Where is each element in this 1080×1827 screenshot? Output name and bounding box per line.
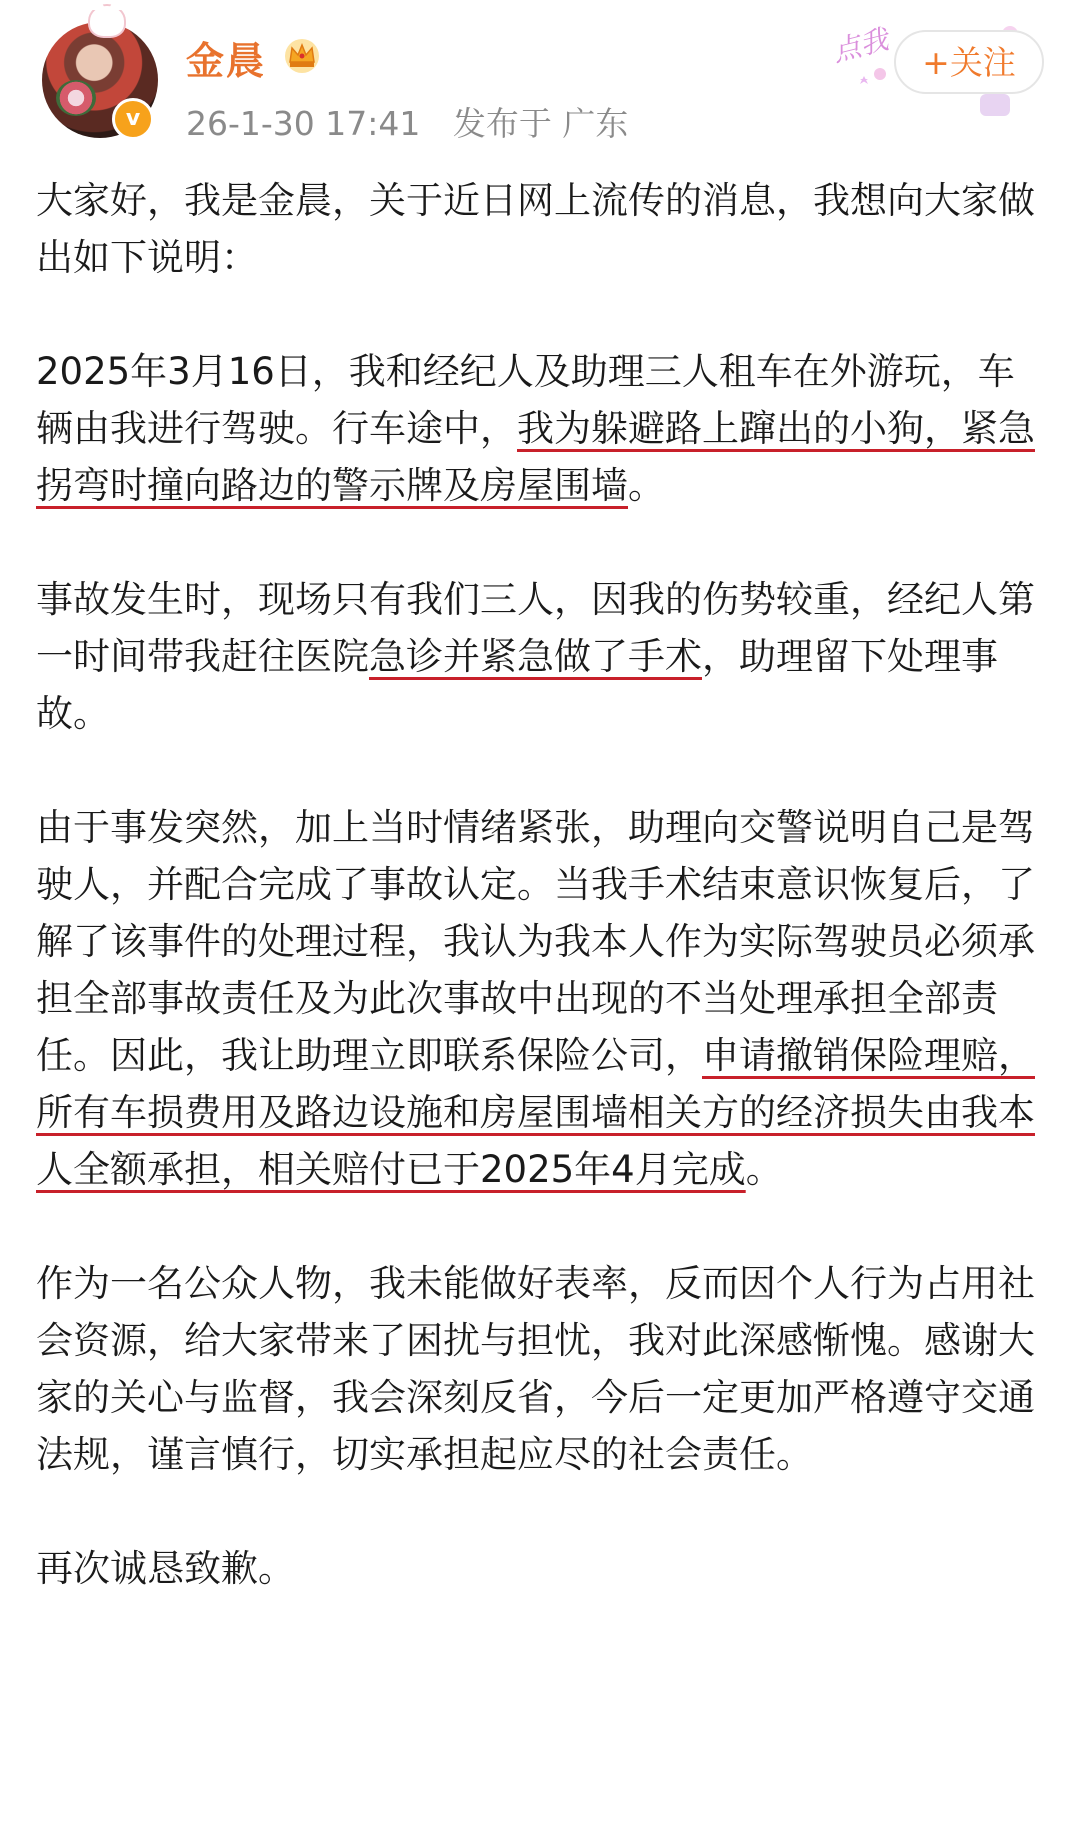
paragraph-1: 大家好，我是金晨，关于近日网上流传的消息，我想向大家做出如下说明： [36, 179, 1035, 279]
underlined-text-3: 申请撤销保险理赔，所有车损费用及路边设施和房屋围墙相关方的经济损失由我本人全额承担，相关赔付已于2025年4月完成 [36, 1034, 1035, 1191]
post-content [36, 172, 1040, 1654]
paragraph-5: 作为一名公众人物，我未能做好表率，反而因个人行为占用社会资源，给大家带来了困扰与担忧，我对此深感惭愧。感谢大家的关心与监督，我会深刻反省，今后一定更加严格遵守交通法规，谨言慎行，切实承担起应尽的社会责任。 [36, 1262, 1035, 1476]
paragraph-2-text: 2025年3月16日，我和经纪人及助理三人租车在外游玩，车辆由我进行驾驶。行车途中， [36, 350, 1015, 450]
verified-badge-icon: v [112, 98, 154, 140]
paragraph-3 [36, 571, 1040, 742]
post-time: 26-1-30 17:41 [186, 104, 421, 143]
underlined-text-1: 我为躲避路上蹿出的小狗，紧急拐弯时撞向路边的警示牌及房屋围墙 [36, 407, 1035, 507]
crown-icon [282, 36, 322, 74]
paragraph-4-end: 。 [745, 1148, 783, 1191]
paragraph-3-end: ，助理留下处理事故。 [36, 635, 998, 735]
follow-button[interactable]: +关注 [894, 30, 1044, 94]
underlined-text-2: 急诊并紧急做了手术 [369, 635, 702, 678]
cat-decoration-icon [90, 6, 124, 36]
paragraph-2 [36, 343, 1040, 514]
paragraph-4 [36, 799, 1040, 1198]
paragraph-2-end: 。 [628, 464, 665, 507]
post-location: 发布于 广东 [452, 104, 629, 143]
decor-text: 点我 [829, 22, 892, 69]
post-meta [186, 98, 628, 145]
paragraph-6: 再次诚恳致歉。 [36, 1547, 295, 1590]
avatar-bouquet-icon [56, 80, 96, 116]
username[interactable]: 金晨 [186, 39, 267, 83]
paragraph-4-text: 由于事发突然，加上当时情绪紧张，助理向交警说明自己是驾驶人，并配合完成了事故认定。当我手术结束意识恢复后，了解了该事件的处理过程，我认为我本人作为实际驾驶员必须承担全部事故责任及为此次事故中出现的不当处理承担全部责任。因此，我让助理立即联系保险公司， [36, 806, 1035, 1077]
paragraph-3-text: 事故发生时，现场只有我们三人，因我的伤势较重，经纪人第一时间带我赶往医院 [36, 578, 1035, 678]
post-header [0, 0, 1080, 150]
